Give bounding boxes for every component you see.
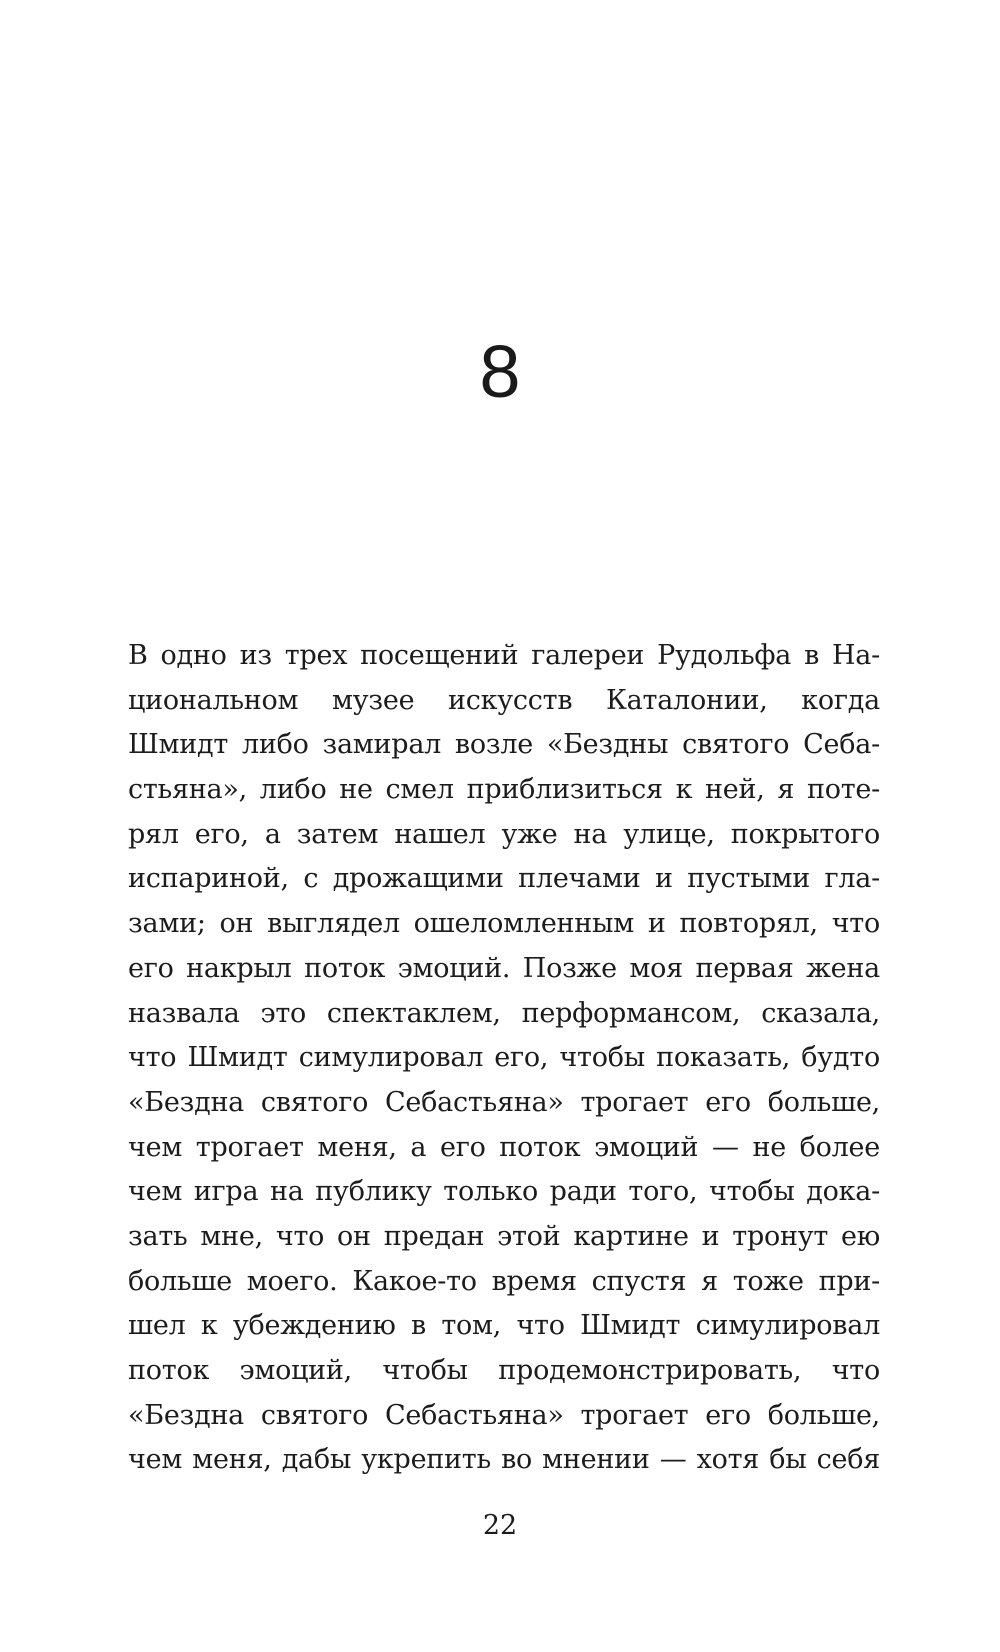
text-line: шел к убеждению в том, что Шмидт симулировал [128,1310,880,1342]
text-line: В одно из трех посещений галереи Рудольфа в На- [128,640,880,671]
text-line: стьяна», либо не смел приблизиться к ней, я поте- [128,774,880,806]
text-line: рял его, а затем нашел уже на улице, покрытого [128,818,880,850]
body-text [128,634,880,1483]
text-line: зами; он выглядел ошеломленным и повторял, что [128,908,880,940]
text-line: поток эмоций, чтобы продемонстрировать, что [128,1355,880,1386]
text-line: назвала это спектаклем, перформансом, сказала, [128,997,880,1029]
text-line: циональном музее искусств Каталонии, когда [128,684,880,716]
text-line: «Бездна святого Себастьяна» трогает его больше, [128,1086,880,1118]
text-line: испариной, с дрожащими плечами и пустыми гла- [128,863,880,895]
text-line: чем игра на публику только ради того, чтобы дока- [128,1176,880,1208]
chapter-number: 8 [479,330,521,413]
text-line: «Бездна святого Себастьяна» трогает его больше, [128,1399,880,1431]
text-line: что Шмидт симулировал его, чтобы показать, будто [128,1042,880,1074]
text-line: зать мне, что он предан этой картине и тронут ею [128,1220,880,1252]
text-line: Шмидт либо замирал возле «Бездны святого Себа- [128,729,880,761]
text-line: его накрыл поток эмоций. Позже моя первая жена [128,952,880,984]
text-line: чем трогает меня, а его поток эмоций — не более [128,1131,880,1163]
text-line: чем меня, дабы укрепить во мнении — хотя бы себя [128,1444,880,1476]
text-line: больше моего. Какое-то время спустя я тоже при- [128,1265,880,1297]
page-number: 22 [482,1510,518,1541]
